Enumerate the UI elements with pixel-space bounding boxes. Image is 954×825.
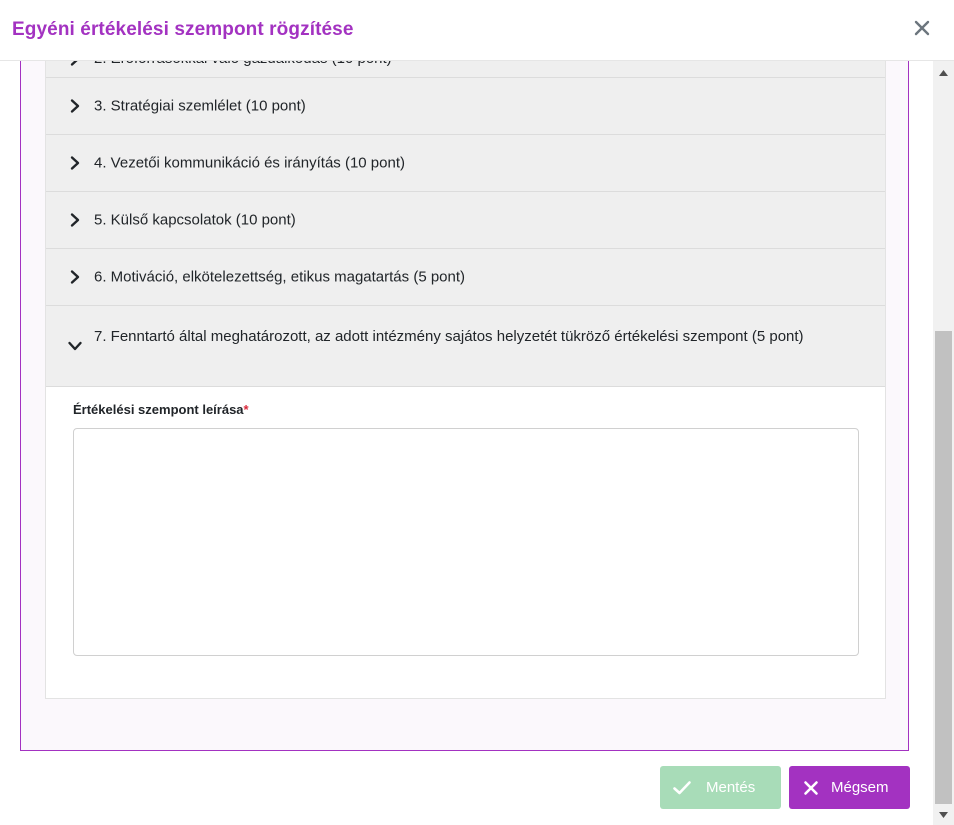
accordion-item-label: 5. Külső kapcsolatok (10 pont) — [94, 211, 296, 229]
accordion-item-7[interactable] — [46, 306, 885, 387]
scroll-up-arrow-icon[interactable] — [933, 63, 954, 83]
description-textarea[interactable] — [73, 428, 859, 656]
chevron-right-icon — [68, 270, 82, 284]
cancel-button-label: Mégsem — [831, 779, 889, 796]
check-icon — [672, 778, 692, 798]
accordion-item-6[interactable] — [46, 249, 885, 306]
save-button[interactable] — [660, 766, 781, 809]
description-field-label — [73, 402, 249, 417]
chevron-right-icon — [68, 156, 82, 170]
chevron-right-icon — [68, 213, 82, 227]
dialog-body — [0, 61, 933, 825]
vertical-scrollbar[interactable] — [933, 61, 954, 825]
dialog-header — [0, 0, 954, 61]
x-icon — [801, 778, 821, 798]
outer-panel — [20, 41, 909, 751]
save-button-label: Mentés — [706, 779, 756, 796]
accordion-item-label: 7. Fenntartó által meghatározott, az adott intézmény sajátos helyzetét tükröző értékelési szempont (5 pont) — [94, 328, 804, 345]
accordion-item-label: 4. Vezetői kommunikáció és irányítás (10 pont) — [94, 154, 405, 172]
chevron-right-icon — [68, 99, 82, 113]
accordion-item-4[interactable] — [46, 135, 885, 192]
cancel-button[interactable] — [789, 766, 910, 809]
accordion-item-3[interactable] — [46, 78, 885, 135]
close-icon — [914, 20, 930, 41]
accordion-item-5[interactable] — [46, 192, 885, 249]
accordion-item-7-body — [46, 387, 885, 698]
scroll-down-arrow-icon[interactable] — [933, 805, 954, 825]
scrollbar-thumb[interactable] — [935, 331, 952, 804]
description-label-text: Értékelési szempont leírása — [73, 402, 244, 417]
accordion — [45, 41, 886, 699]
close-button[interactable] — [908, 16, 936, 44]
accordion-item-label: 3. Stratégiai szemlélet (10 pont) — [94, 97, 306, 115]
accordion-item-label: 6. Motiváció, elkötelezettség, etikus magatartás (5 pont) — [94, 268, 466, 286]
chevron-down-icon — [68, 339, 82, 353]
dialog-title: Egyéni értékelési szempont rögzítése — [12, 19, 354, 40]
required-marker: * — [243, 402, 249, 417]
